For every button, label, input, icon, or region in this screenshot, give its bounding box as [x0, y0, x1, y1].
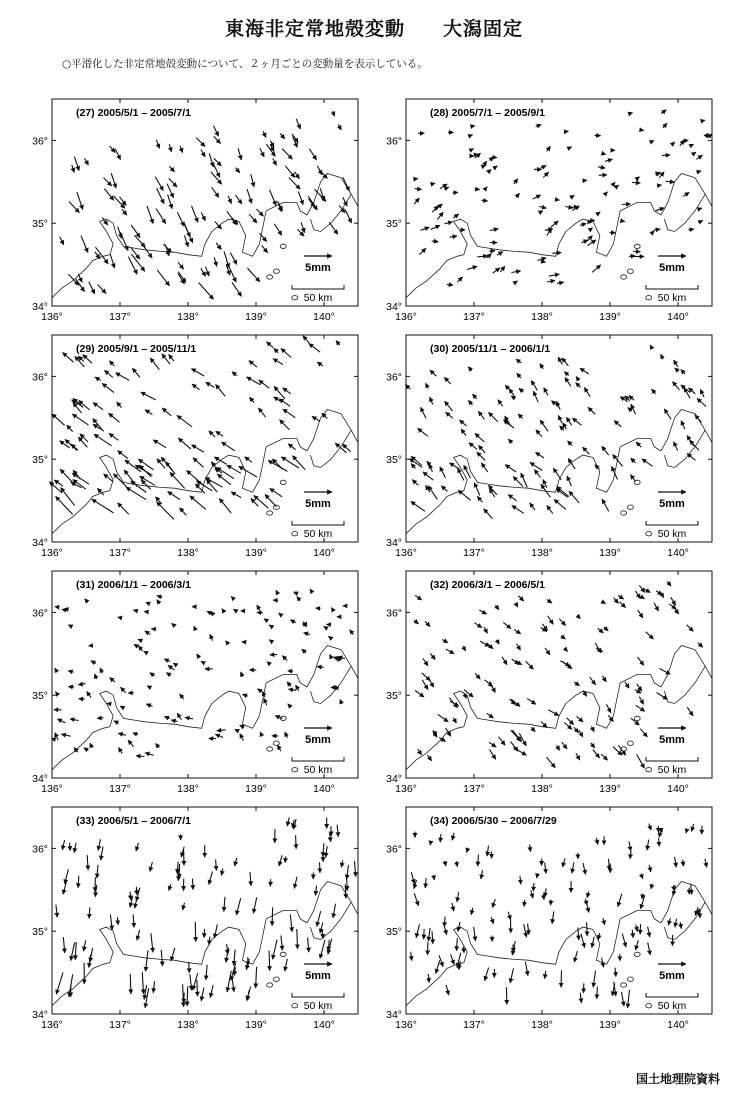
- x-tick-label: 139°: [245, 547, 267, 559]
- x-tick-label: 136°: [395, 311, 417, 323]
- displacement-vector: [144, 611, 149, 612]
- displacement-vector: [551, 900, 552, 906]
- x-tick-label: 137°: [463, 547, 485, 559]
- displacement-vector: [561, 971, 562, 988]
- x-tick-label: 140°: [667, 783, 689, 795]
- y-tick-label: 36°: [32, 135, 48, 148]
- displacement-vector: [506, 987, 507, 1004]
- x-tick-label: 140°: [667, 311, 689, 323]
- displacement-vector: [55, 607, 59, 608]
- displacement-vector: [117, 917, 118, 925]
- panel-period-label: (30) 2005/11/1 – 2006/1/1: [430, 343, 551, 355]
- map-panel: [32, 807, 358, 1031]
- map-panel: [32, 335, 358, 559]
- x-tick-label: 136°: [41, 547, 63, 559]
- displacement-vector: [702, 120, 705, 121]
- distance-scale-label: 50 km: [657, 764, 687, 776]
- x-tick-label: 137°: [463, 783, 485, 795]
- displacement-vector: [533, 883, 534, 891]
- map-frame: [52, 571, 358, 778]
- displacement-vector: [317, 667, 324, 668]
- displacement-vector: [475, 189, 480, 190]
- x-tick-label: 136°: [395, 1019, 417, 1031]
- y-tick-label: 34°: [32, 537, 48, 549]
- displacement-vector: [587, 922, 588, 936]
- y-tick-label: 34°: [386, 773, 402, 785]
- panel-period-label: (32) 2006/3/1 – 2006/5/1: [430, 579, 546, 591]
- displacement-vector: [118, 617, 121, 618]
- x-tick-label: 136°: [41, 311, 63, 323]
- x-tick-label: 140°: [313, 311, 335, 323]
- x-tick-label: 137°: [463, 1019, 485, 1031]
- panel-period-label: (34) 2006/5/30 – 2006/7/29: [430, 815, 557, 827]
- distance-scale-label: 50 km: [303, 764, 333, 776]
- y-tick-label: 34°: [32, 1009, 48, 1021]
- displacement-vector: [285, 856, 286, 862]
- x-tick-label: 140°: [667, 1019, 689, 1031]
- reference-vector-label: 5mm: [305, 970, 331, 982]
- y-tick-label: 35°: [386, 926, 402, 939]
- y-tick-label: 36°: [32, 371, 48, 384]
- x-tick-label: 137°: [109, 547, 131, 559]
- map-frame: [406, 807, 712, 1014]
- map-frame: [406, 571, 712, 778]
- map-panel: [386, 807, 712, 1031]
- panel-period-label: (31) 2006/1/1 – 2006/3/1: [76, 579, 192, 591]
- displacement-vector: [320, 862, 321, 873]
- displacement-vector: [270, 654, 277, 655]
- y-tick-label: 35°: [32, 926, 48, 939]
- map-panel: [32, 571, 358, 795]
- y-tick-label: 35°: [386, 454, 402, 467]
- panel-period-label: (28) 2005/7/1 – 2005/9/1: [430, 107, 546, 119]
- displacement-vector: [78, 876, 79, 888]
- page-subtitle: ○平滑化した非定常地殻変動について、２ヶ月ごとの変動量を表示している。: [62, 58, 428, 70]
- map-panel: [386, 335, 712, 559]
- x-tick-label: 140°: [313, 547, 335, 559]
- x-tick-label: 139°: [599, 1019, 621, 1031]
- displacement-vector: [552, 253, 561, 254]
- displacement-vector: [272, 907, 273, 925]
- displacement-vector: [269, 951, 270, 971]
- displacement-vector: [151, 629, 156, 630]
- y-tick-label: 34°: [32, 301, 48, 313]
- displacement-vector: [583, 180, 587, 181]
- map-frame: [52, 335, 358, 542]
- x-tick-label: 140°: [313, 1019, 335, 1031]
- displacement-vector: [270, 879, 271, 886]
- displacement-vector: [447, 284, 453, 285]
- x-tick-label: 138°: [177, 783, 199, 795]
- displacement-vector: [193, 879, 194, 890]
- displacement-vector: [632, 182, 640, 183]
- x-tick-label: 140°: [667, 547, 689, 559]
- panel-period-label: (27) 2005/5/1 – 2005/7/1: [76, 107, 192, 119]
- displacement-vector: [296, 835, 297, 848]
- displacement-vector: [70, 843, 71, 851]
- displacement-vector: [640, 924, 641, 934]
- x-tick-label: 138°: [531, 311, 553, 323]
- y-tick-label: 34°: [386, 537, 402, 549]
- displacement-vector: [524, 900, 525, 907]
- source-credit: 国土地理院資料: [635, 1072, 720, 1086]
- reference-vector-label: 5mm: [305, 734, 331, 746]
- x-tick-label: 136°: [41, 783, 63, 795]
- displacement-vector: [97, 718, 103, 719]
- displacement-vector: [130, 974, 131, 994]
- x-tick-label: 136°: [41, 1019, 63, 1031]
- y-tick-label: 35°: [386, 218, 402, 231]
- displacement-vector: [474, 154, 478, 155]
- y-tick-label: 35°: [32, 218, 48, 231]
- y-tick-label: 35°: [32, 690, 48, 703]
- distance-scale-label: 50 km: [303, 528, 333, 540]
- displacement-vector: [79, 699, 85, 700]
- map-frame: [52, 807, 358, 1014]
- x-tick-label: 138°: [531, 547, 553, 559]
- displacement-vector: [543, 894, 544, 899]
- map-frame: [406, 99, 712, 306]
- y-tick-label: 36°: [386, 607, 402, 620]
- y-tick-label: 34°: [386, 1009, 402, 1021]
- x-tick-label: 136°: [395, 547, 417, 559]
- y-tick-label: 35°: [386, 690, 402, 703]
- x-tick-label: 138°: [531, 1019, 553, 1031]
- x-tick-label: 136°: [395, 783, 417, 795]
- y-tick-label: 36°: [386, 371, 402, 384]
- displacement-vector: [621, 221, 625, 222]
- displacement-vector: [622, 204, 631, 205]
- x-tick-label: 139°: [599, 311, 621, 323]
- reference-vector-label: 5mm: [659, 734, 685, 746]
- x-tick-label: 138°: [177, 311, 199, 323]
- y-tick-label: 34°: [386, 301, 402, 313]
- map-panel: [32, 99, 358, 323]
- reference-vector-label: 5mm: [659, 262, 685, 274]
- displacement-vector: [136, 756, 144, 757]
- x-tick-label: 139°: [599, 547, 621, 559]
- map-panel: [386, 571, 712, 795]
- displacement-vector: [197, 980, 198, 996]
- y-tick-label: 34°: [32, 773, 48, 785]
- displacement-vector: [597, 987, 598, 999]
- displacement-vector: [599, 175, 607, 176]
- displacement-vector: [620, 954, 621, 961]
- x-tick-label: 138°: [531, 783, 553, 795]
- displacement-vector: [662, 155, 670, 156]
- x-tick-label: 138°: [177, 1019, 199, 1031]
- displacement-vector: [107, 703, 111, 704]
- x-tick-label: 139°: [245, 311, 267, 323]
- displacement-vector: [204, 929, 205, 938]
- distance-scale-label: 50 km: [303, 292, 333, 304]
- x-tick-label: 138°: [177, 547, 199, 559]
- map-panel: [386, 99, 712, 323]
- x-tick-label: 137°: [109, 311, 131, 323]
- displacement-vector: [414, 179, 417, 180]
- displacement-vector: [187, 986, 188, 1006]
- panel-period-label: (33) 2006/5/1 – 2006/7/1: [76, 815, 192, 827]
- displacement-vector: [347, 879, 348, 891]
- distance-scale-label: 50 km: [657, 1000, 687, 1012]
- y-tick-label: 36°: [386, 843, 402, 856]
- x-tick-label: 137°: [463, 311, 485, 323]
- panel-period-label: (29) 2005/9/1 – 2005/11/1: [76, 343, 197, 355]
- map-frame: [406, 335, 712, 542]
- y-tick-label: 36°: [32, 843, 48, 856]
- x-tick-label: 137°: [109, 783, 131, 795]
- x-tick-label: 139°: [245, 783, 267, 795]
- title-fixed-station: 大潟固定: [443, 18, 524, 40]
- distance-scale-label: 50 km: [657, 292, 687, 304]
- displacement-vector: [195, 922, 196, 942]
- displacement-vector: [179, 864, 180, 878]
- displacement-vector: [633, 251, 640, 252]
- displacement-vector: [297, 929, 298, 949]
- displacement-vector: [641, 130, 644, 131]
- title-main: 東海非定常地殻変動: [224, 18, 405, 40]
- x-tick-label: 140°: [313, 783, 335, 795]
- reference-vector-label: 5mm: [305, 498, 331, 510]
- distance-scale-label: 50 km: [657, 528, 687, 540]
- distance-scale-label: 50 km: [303, 1000, 333, 1012]
- displacement-vector: [68, 687, 74, 688]
- x-tick-label: 139°: [245, 1019, 267, 1031]
- y-tick-label: 35°: [32, 454, 48, 467]
- y-tick-label: 36°: [386, 135, 402, 148]
- y-tick-label: 36°: [32, 607, 48, 620]
- displacement-vector: [699, 909, 700, 918]
- x-tick-label: 139°: [599, 783, 621, 795]
- reference-vector-label: 5mm: [659, 970, 685, 982]
- x-tick-label: 137°: [109, 1019, 131, 1031]
- reference-vector-label: 5mm: [659, 498, 685, 510]
- reference-vector-label: 5mm: [305, 262, 331, 274]
